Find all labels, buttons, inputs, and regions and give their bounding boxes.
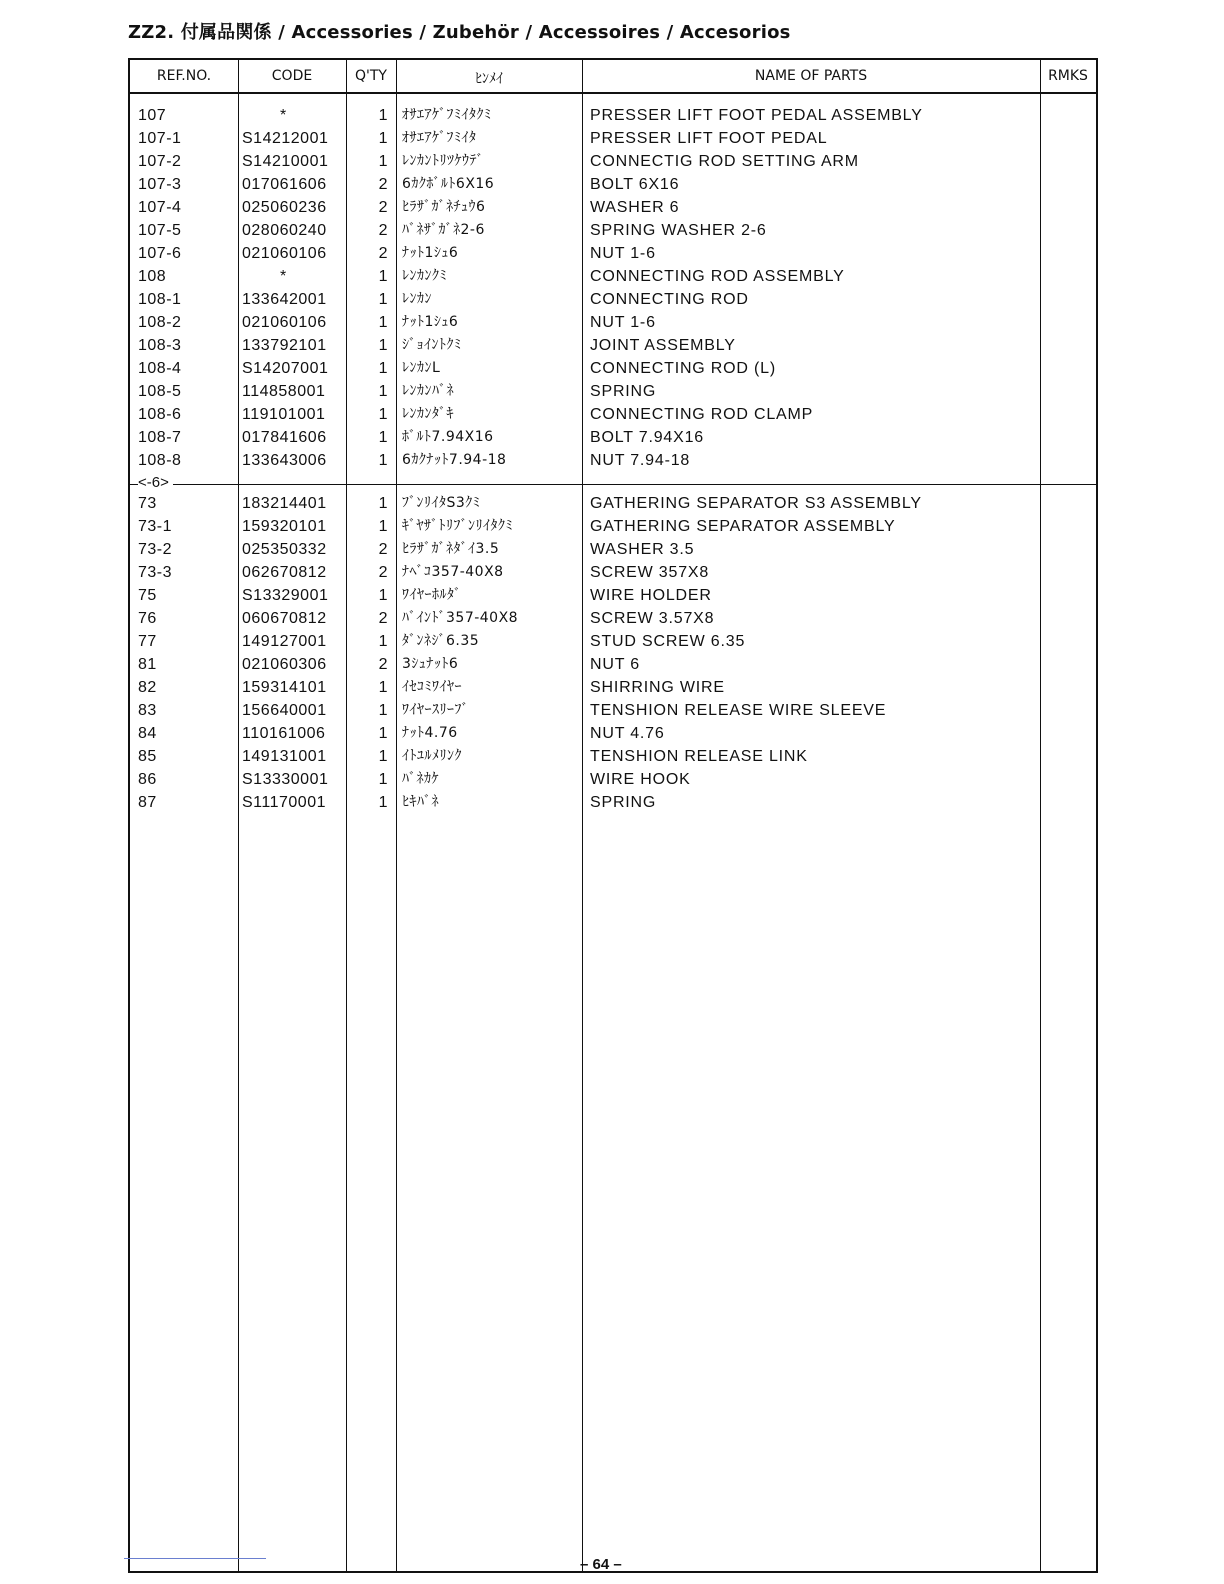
ref-cell: 108-2 (138, 314, 182, 331)
kana-cell: ﾀﾞﾝﾈｼﾞ6.35 (402, 633, 480, 649)
part-name-cell: CONNECTING ROD CLAMP (590, 406, 814, 423)
kana-cell: 6ｶｸﾎﾞﾙﾄ6X16 (402, 176, 495, 192)
ref-cell: 107-6 (138, 245, 182, 262)
ref-cell: 83 (138, 702, 157, 719)
code-cell: 025060236 (242, 199, 327, 216)
header-name-of-parts: NAME OF PARTS (754, 68, 868, 84)
table-row (130, 380, 1096, 403)
code-cell: 060670812 (242, 610, 327, 627)
code-cell: 119101001 (242, 406, 326, 423)
table-row (130, 265, 1096, 288)
table-row (130, 584, 1096, 607)
code-cell: 133642001 (242, 291, 327, 308)
qty-cell: 1 (378, 107, 388, 124)
ref-cell: 77 (138, 633, 157, 650)
qty-cell: 1 (378, 633, 388, 650)
kana-cell: ﾜｲﾔｰﾎﾙﾀﾞ (402, 587, 462, 603)
qty-cell: 1 (378, 452, 388, 469)
header-ref-no: REF.NO. (156, 68, 212, 84)
ref-cell: 73-3 (138, 564, 173, 581)
ref-cell: 108-3 (138, 337, 182, 354)
kana-cell: ﾅｯﾄ4.76 (402, 725, 458, 741)
table-row (130, 150, 1096, 173)
ref-cell: 75 (138, 587, 157, 604)
code-cell: * (280, 107, 287, 124)
table-row (130, 768, 1096, 791)
code-cell: S14207001 (242, 360, 329, 377)
qty-cell: 2 (378, 199, 388, 216)
qty-cell: 1 (378, 495, 388, 512)
ref-cell: 76 (138, 610, 157, 627)
table-row (130, 426, 1096, 449)
qty-cell: 1 (378, 153, 388, 170)
part-name-cell: JOINT ASSEMBLY (590, 337, 736, 354)
ref-cell: 107 (138, 107, 167, 124)
kana-cell: ｲﾄﾕﾙﾒﾘﾝｸ (402, 748, 462, 764)
table-row (130, 357, 1096, 380)
table-row (130, 676, 1096, 699)
part-name-cell: SCREW 357X8 (590, 564, 710, 581)
table-row (130, 403, 1096, 426)
footer-rule (124, 1558, 266, 1559)
code-cell: 156640001 (242, 702, 327, 719)
qty-cell: 1 (378, 679, 388, 696)
part-name-cell: SPRING (590, 794, 657, 811)
header-kana: ﾋﾝﾒｲ (475, 71, 503, 87)
ref-cell: 84 (138, 725, 157, 742)
part-name-cell: PRESSER LIFT FOOT PEDAL (590, 130, 828, 147)
code-cell: 183214401 (242, 495, 327, 512)
code-cell: 159320101 (242, 518, 327, 535)
ref-cell: 82 (138, 679, 157, 696)
code-cell: S11170001 (242, 794, 326, 811)
code-cell: S13329001 (242, 587, 329, 604)
code-cell: 028060240 (242, 222, 327, 239)
ref-cell: 87 (138, 794, 157, 811)
page-title: ZZ2. 付属品関係 / Accessories / Zubehör / Accessoires / Accesorios (128, 22, 791, 43)
part-name-cell: STUD SCREW 6.35 (590, 633, 746, 650)
kana-cell: ﾊﾞﾈｶｹ (402, 771, 439, 787)
part-name-cell: NUT 6 (590, 656, 640, 673)
qty-cell: 1 (378, 360, 388, 377)
ref-cell: 108-4 (138, 360, 182, 377)
code-cell: 062670812 (242, 564, 327, 581)
kana-cell: ﾅﾍﾞｺ357-40X8 (402, 564, 504, 580)
ref-cell: 107-1 (138, 130, 182, 147)
table-row (130, 791, 1096, 814)
kana-cell: ﾊﾞﾈｻﾞｶﾞﾈ2-6 (402, 222, 485, 238)
qty-cell: 1 (378, 268, 388, 285)
kana-cell: ﾚﾝｶﾝｸﾐ (402, 268, 447, 284)
table-row (130, 722, 1096, 745)
qty-cell: 2 (378, 564, 388, 581)
part-name-cell: CONNECTING ROD ASSEMBLY (590, 268, 845, 285)
qty-cell: 2 (378, 176, 388, 193)
part-name-cell: NUT 1-6 (590, 314, 656, 331)
kana-cell: ﾅｯﾄ1ｼｭ6 (402, 314, 459, 330)
table-row (130, 104, 1096, 127)
part-name-cell: WIRE HOLDER (590, 587, 712, 604)
qty-cell: 1 (378, 702, 388, 719)
qty-cell: 1 (378, 314, 388, 331)
table-header (130, 60, 1096, 94)
part-name-cell: GATHERING SEPARATOR ASSEMBLY (590, 518, 896, 535)
table-row (130, 538, 1096, 561)
table-row (130, 699, 1096, 722)
ref-cell: 108-8 (138, 452, 182, 469)
part-name-cell: WIRE HOOK (590, 771, 691, 788)
qty-cell: 1 (378, 794, 388, 811)
kana-cell: ﾚﾝｶﾝﾊﾞﾈ (402, 383, 454, 399)
qty-cell: 1 (378, 725, 388, 742)
kana-cell: ﾚﾝｶﾝﾀﾞｷ (402, 406, 454, 422)
ref-cell: 73 (138, 495, 157, 512)
part-name-cell: CONNECTIG ROD SETTING ARM (590, 153, 859, 170)
header-code: CODE (271, 68, 313, 84)
part-name-cell: SPRING WASHER 2-6 (590, 222, 767, 239)
table-row (130, 219, 1096, 242)
table-row (130, 311, 1096, 334)
ref-cell: 107-3 (138, 176, 182, 193)
ref-cell: 85 (138, 748, 157, 765)
page-number: – 64 – (580, 1556, 622, 1573)
part-name-cell: SCREW 3.57X8 (590, 610, 715, 627)
header-remarks: RMKS (1048, 68, 1088, 84)
qty-cell: 1 (378, 291, 388, 308)
code-cell: 017841606 (242, 429, 327, 446)
table-row (130, 561, 1096, 584)
part-name-cell: WASHER 3.5 (590, 541, 695, 558)
ref-cell: 81 (138, 656, 157, 673)
header-qty: Q'TY (355, 68, 387, 84)
qty-cell: 1 (378, 383, 388, 400)
code-cell: 159314101 (242, 679, 327, 696)
qty-cell: 2 (378, 245, 388, 262)
ref-cell: 73-2 (138, 541, 173, 558)
kana-cell: 3ｼｭﾅｯﾄ6 (402, 656, 459, 672)
code-cell: 133643006 (242, 452, 327, 469)
ref-cell: 108-1 (138, 291, 182, 308)
section-label: <-6> (138, 474, 173, 491)
kana-cell: ﾌﾞﾝﾘｲﾀS3ｸﾐ (402, 495, 481, 511)
ref-cell: 108 (138, 268, 167, 285)
part-name-cell: BOLT 6X16 (590, 176, 680, 193)
kana-cell: ﾋｷﾊﾞﾈ (402, 794, 439, 810)
qty-cell: 2 (378, 656, 388, 673)
ref-cell: 108-5 (138, 383, 182, 400)
part-name-cell: WASHER 6 (590, 199, 680, 216)
part-name-cell: NUT 1-6 (590, 245, 656, 262)
ref-cell: 107-2 (138, 153, 182, 170)
qty-cell: 2 (378, 541, 388, 558)
kana-cell: ｵｻｴｱｹﾞﾌﾐｲﾀｸﾐ (402, 107, 492, 123)
table-row (130, 492, 1096, 515)
code-cell: * (280, 268, 287, 285)
table-row (130, 288, 1096, 311)
code-cell: S13330001 (242, 771, 329, 788)
code-cell: 114858001 (242, 383, 326, 400)
table-row (130, 449, 1096, 472)
table-row (130, 334, 1096, 357)
qty-cell: 1 (378, 130, 388, 147)
qty-cell: 1 (378, 748, 388, 765)
kana-cell: ｲｾｺﾐﾜｲﾔｰ (402, 679, 462, 695)
code-cell: 017061606 (242, 176, 327, 193)
table-row (130, 127, 1096, 150)
table-row (130, 196, 1096, 219)
kana-cell: ﾚﾝｶﾝL (402, 360, 441, 376)
qty-cell: 1 (378, 771, 388, 788)
kana-cell: ﾅｯﾄ1ｼｭ6 (402, 245, 459, 261)
kana-cell: ｷﾞﾔｻﾞﾄﾘﾌﾞﾝﾘｲﾀｸﾐ (402, 518, 513, 534)
code-cell: S14212001 (242, 130, 329, 147)
kana-cell: ｼﾞｮｲﾝﾄｸﾐ (402, 337, 462, 353)
table-row (130, 653, 1096, 676)
ref-cell: 73-1 (138, 518, 173, 535)
part-name-cell: PRESSER LIFT FOOT PEDAL ASSEMBLY (590, 107, 923, 124)
code-cell: 021060306 (242, 656, 327, 673)
kana-cell: ﾋﾗｻﾞｶﾞﾈﾀﾞｲ3.5 (402, 541, 500, 557)
code-cell: 021060106 (242, 314, 327, 331)
kana-cell: ﾚﾝｶﾝ (402, 291, 432, 307)
code-cell: S14210001 (242, 153, 329, 170)
part-name-cell: BOLT 7.94X16 (590, 429, 704, 446)
code-cell: 149127001 (242, 633, 327, 650)
qty-cell: 1 (378, 406, 388, 423)
part-name-cell: SPRING (590, 383, 657, 400)
kana-cell: ﾚﾝｶﾝﾄﾘﾂｹｳﾃﾞ (402, 153, 484, 169)
kana-cell: ﾎﾞﾙﾄ7.94X16 (402, 429, 494, 445)
part-name-cell: CONNECTING ROD (L) (590, 360, 776, 377)
parts-table (128, 58, 1098, 1573)
qty-cell: 2 (378, 222, 388, 239)
table-row (130, 242, 1096, 265)
code-cell: 021060106 (242, 245, 327, 262)
ref-cell: 107-4 (138, 199, 182, 216)
code-cell: 149131001 (242, 748, 327, 765)
kana-cell: ｵｻｴｱｹﾞﾌﾐｲﾀ (402, 130, 477, 146)
ref-cell: 108-7 (138, 429, 182, 446)
code-cell: 133792101 (242, 337, 327, 354)
code-cell: 025350332 (242, 541, 327, 558)
part-name-cell: NUT 7.94-18 (590, 452, 691, 469)
table-row (130, 630, 1096, 653)
part-name-cell: NUT 4.76 (590, 725, 665, 742)
section-divider (130, 484, 1096, 485)
part-name-cell: SHIRRING WIRE (590, 679, 725, 696)
kana-cell: ﾜｲﾔｰｽﾘｰﾌﾞ (402, 702, 469, 718)
ref-cell: 86 (138, 771, 157, 788)
kana-cell: 6ｶｸﾅｯﾄ7.94-18 (402, 452, 507, 468)
kana-cell: ﾊﾞｲﾝﾄﾞ357-40X8 (402, 610, 519, 626)
qty-cell: 1 (378, 337, 388, 354)
part-name-cell: TENSHION RELEASE LINK (590, 748, 808, 765)
qty-cell: 1 (378, 518, 388, 535)
kana-cell: ﾋﾗｻﾞｶﾞﾈﾁｭｳ6 (402, 199, 486, 215)
qty-cell: 1 (378, 587, 388, 604)
ref-cell: 107-5 (138, 222, 182, 239)
table-row (130, 607, 1096, 630)
part-name-cell: GATHERING SEPARATOR S3 ASSEMBLY (590, 495, 922, 512)
table-row (130, 515, 1096, 538)
table-row (130, 745, 1096, 768)
code-cell: 110161006 (242, 725, 326, 742)
table-row (130, 173, 1096, 196)
part-name-cell: TENSHION RELEASE WIRE SLEEVE (590, 702, 887, 719)
part-name-cell: CONNECTING ROD (590, 291, 749, 308)
qty-cell: 2 (378, 610, 388, 627)
qty-cell: 1 (378, 429, 388, 446)
ref-cell: 108-6 (138, 406, 182, 423)
